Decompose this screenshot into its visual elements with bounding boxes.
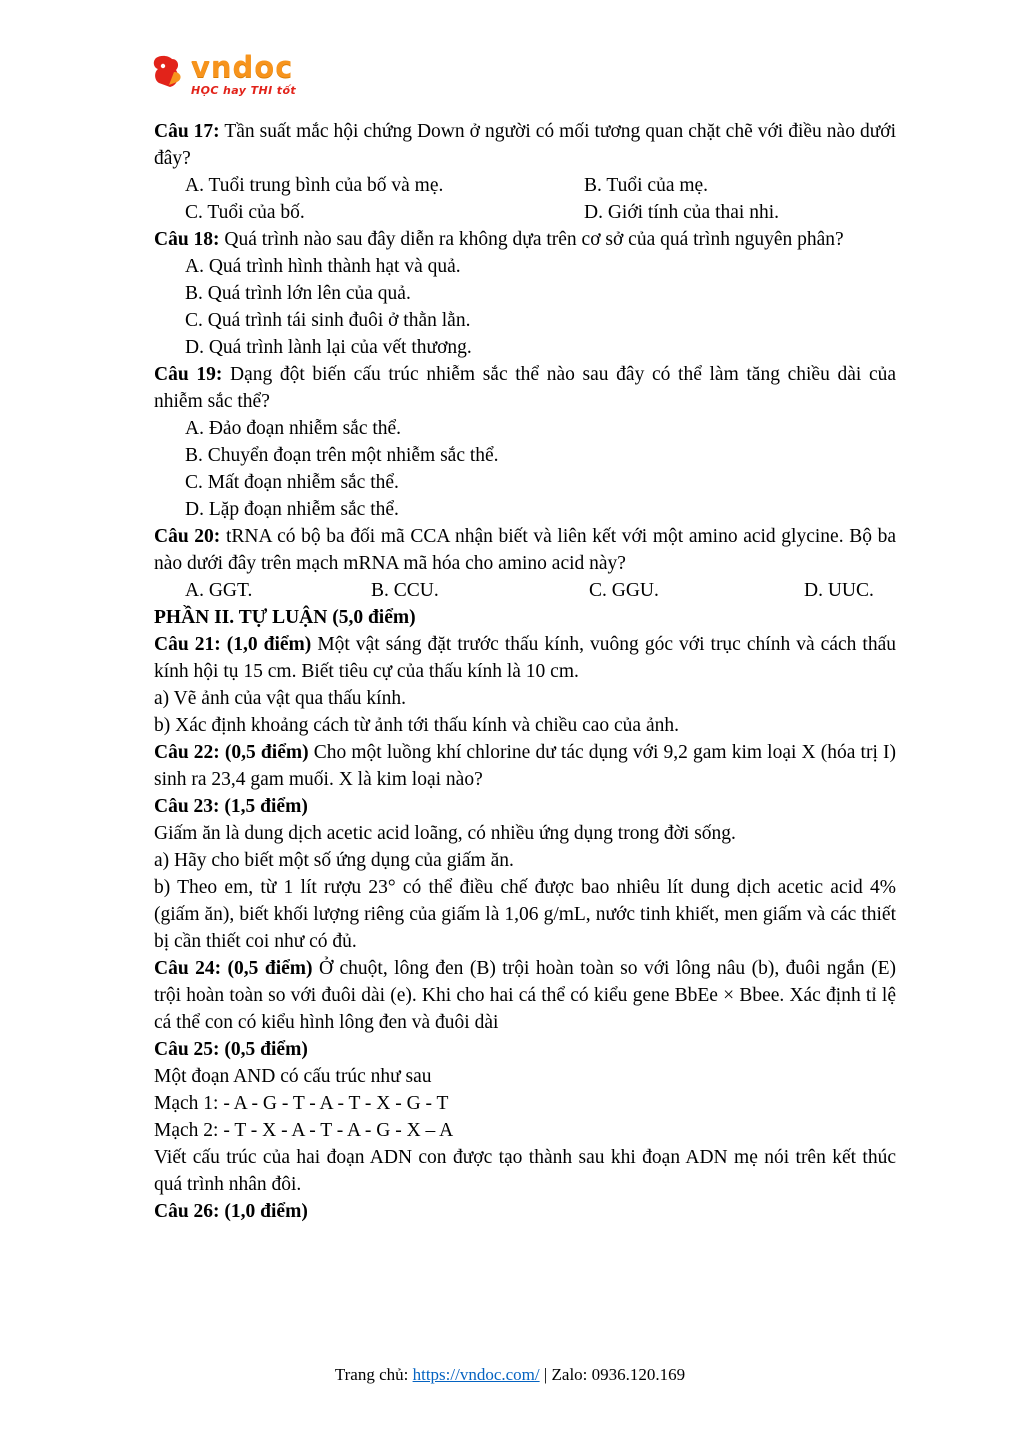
question-18-text: Quá trình nào sau đây diễn ra không dựa trên cơ sở của quá trình nguyên phân? bbox=[224, 229, 844, 250]
option-a: A. Quá trình hình thành hạt và quả. bbox=[185, 256, 461, 277]
question-23-part-a: a) Hãy cho biết một số ứng dụng của giấm ăn. bbox=[154, 850, 514, 871]
question-25-label: Câu 25: (0,5 điểm) bbox=[154, 1039, 308, 1060]
question-21-label: Câu 21: (1,0 điểm) bbox=[154, 634, 312, 655]
question-24-text: Ở chuột, lông đen (B) trội hoàn toàn so với lông nâu (b), đuôi ngắn (E) trội hoàn toàn so với đuôi dài (e). Khi cho hai cá thể có kiểu gene BbEe × Bbee. Xác định tỉ lệ cá thể con có kiểu hình lông đen và đuôi dài bbox=[154, 958, 896, 1033]
question-23-label: Câu 23: (1,5 điểm) bbox=[154, 796, 308, 817]
question-17-label: Câu 17: bbox=[154, 121, 220, 142]
question-23-part-b: b) Theo em, từ 1 lít rượu 23° có thể điều chế được bao nhiêu lít dung dịch acetic acid 4% (giấm ăn), biết khối lượng riêng của giấm là 1,06 g/mL, nước tinh khiết, men giấm và các thiết bị cần thiết coi như có đủ. bbox=[154, 877, 896, 952]
vndoc-mascot-icon bbox=[150, 54, 184, 97]
option-b: B. CCU. bbox=[371, 580, 439, 601]
question-20-text: tRNA có bộ ba đối mã CCA nhận biết và liên kết với một amino acid glycine. Bộ ba nào dưới đây trên mạch mRNA mã hóa cho amino acid này? bbox=[154, 526, 897, 574]
option-a: A. GGT. bbox=[185, 580, 253, 601]
question-22-text: Cho một luồng khí chlorine dư tác dụng với 9,2 gam kim loại X (hóa trị I) sinh ra 23,4 gam muối. X là kim loại nào? bbox=[154, 742, 896, 790]
option-a: A. Đảo đoạn nhiễm sắc thể. bbox=[185, 418, 402, 439]
homepage-link[interactable]: https://vndoc.com/ bbox=[412, 1365, 540, 1384]
question-22 bbox=[154, 739, 896, 793]
question-26 bbox=[154, 1198, 896, 1225]
vndoc-logo bbox=[150, 52, 896, 106]
vndoc-tagline: HỌC hay THI tốt bbox=[191, 84, 297, 98]
question-25-intro: Một đoạn AND có cấu trúc như sau bbox=[154, 1066, 432, 1087]
question-25-outro: Viết cấu trúc của hai đoạn ADN con được tạo thành sau khi đoạn ADN mẹ nói trên kết thúc quá trình nhân đôi. bbox=[154, 1147, 896, 1195]
section-2-heading: PHẦN II. TỰ LUẬN (5,0 điểm) bbox=[154, 607, 416, 628]
question-23 bbox=[154, 793, 896, 820]
question-18 bbox=[154, 226, 896, 253]
option-c: C. Tuổi của bố. bbox=[185, 202, 305, 223]
option-d: D. Giới tính của thai nhi. bbox=[584, 202, 779, 223]
question-20-options-row bbox=[154, 577, 896, 604]
option-b: B. Tuổi của mẹ. bbox=[584, 175, 709, 196]
question-20 bbox=[154, 523, 896, 577]
question-19-label: Câu 19: bbox=[154, 364, 223, 385]
question-21-part-a: a) Vẽ ảnh của vật qua thấu kính. bbox=[154, 688, 406, 709]
page-footer bbox=[0, 1365, 1020, 1385]
option-c: C. Mất đoạn nhiễm sắc thể. bbox=[185, 472, 399, 493]
dna-strand-2: Mạch 2: - T - X - A - T - A - G - X – A bbox=[154, 1120, 454, 1141]
question-21 bbox=[154, 631, 896, 685]
question-24-label: Câu 24: (0,5 điểm) bbox=[154, 958, 313, 979]
option-c: C. Quá trình tái sinh đuôi ở thằn lằn. bbox=[185, 310, 471, 331]
question-18-label: Câu 18: bbox=[154, 229, 220, 250]
dna-strand-1: Mạch 1: - A - G - T - A - T - X - G - T bbox=[154, 1093, 449, 1114]
question-19 bbox=[154, 361, 896, 415]
option-d: D. Quá trình lành lại của vết thương. bbox=[185, 337, 472, 358]
question-17-options-row-1 bbox=[154, 172, 896, 199]
question-19-text: Dạng đột biến cấu trúc nhiễm sắc thể nào sau đây có thể làm tăng chiều dài của nhiễm sắc thể? bbox=[154, 364, 897, 412]
question-20-label: Câu 20: bbox=[154, 526, 221, 547]
question-17-text: Tần suất mắc hội chứng Down ở người có mối tương quan chặt chẽ với điều nào dưới đây? bbox=[154, 121, 897, 169]
question-26-label: Câu 26: (1,0 điểm) bbox=[154, 1201, 308, 1222]
question-22-label: Câu 22: (0,5 điểm) bbox=[154, 742, 309, 763]
question-25 bbox=[154, 1036, 896, 1063]
footer-prefix: Trang chủ: bbox=[334, 1365, 409, 1384]
option-d: D. Lặp đoạn nhiễm sắc thể. bbox=[185, 499, 399, 520]
footer-suffix: | Zalo: 0936.120.169 bbox=[543, 1365, 686, 1384]
option-b: B. Chuyển đoạn trên một nhiễm sắc thể. bbox=[185, 445, 499, 466]
vndoc-brand-text: vndoc bbox=[191, 50, 294, 84]
option-d: D. UUC. bbox=[804, 580, 874, 601]
question-17 bbox=[154, 118, 896, 172]
question-23-intro: Giấm ăn là dung dịch acetic acid loãng, có nhiều ứng dụng trong đời sống. bbox=[154, 823, 736, 844]
question-21-part-b: b) Xác định khoảng cách từ ảnh tới thấu kính và chiều cao của ảnh. bbox=[154, 715, 679, 736]
question-24 bbox=[154, 955, 896, 1036]
option-c: C. GGU. bbox=[589, 580, 659, 601]
document-body bbox=[154, 118, 896, 1225]
question-21-text: Một vật sáng đặt trước thấu kính, vuông góc với trục chính và cách thấu kính hội tụ 15 cm. Biết tiêu cự của thấu kính là 10 cm. bbox=[154, 634, 896, 682]
option-b: B. Quá trình lớn lên của quả. bbox=[185, 283, 411, 304]
question-17-options-row-2 bbox=[154, 199, 896, 226]
option-a: A. Tuổi trung bình của bố và mẹ. bbox=[185, 175, 444, 196]
